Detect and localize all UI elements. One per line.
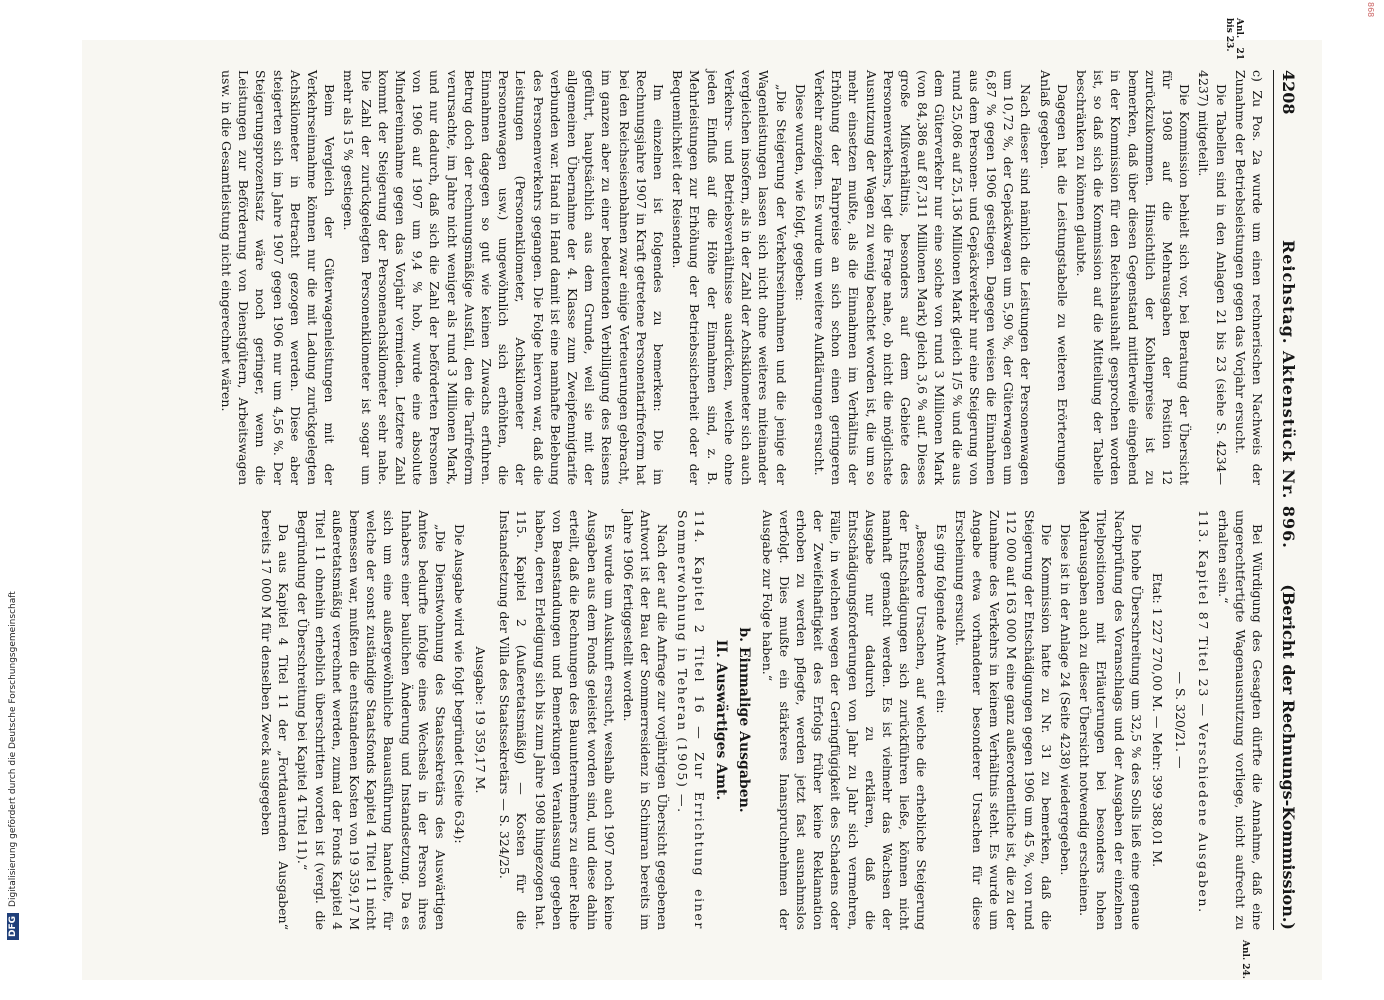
item-113-amount: Etat: 1 227 270,00 M. — Mehr: 399 388,01 M. xyxy=(1149,572,1165,868)
paragraph: Nach dieser sind nämlich die Leistungen der Personenwagen um 10,72 %, der Gepäckwagen um 5,90 %, der Güterwagen um 6,87 % gegen 1906 gestiegen. Dagegen weisen die Einnahmen aus dem Personen- und Gepäckverkehr nur eine Steigerung von rund 25,086 auf 25,136 Millionen Mark gleich 1/5 % und die aus dem Güterverkehr nur eine solche von rund 3 Millionen Mark (von 84,386 auf 87,311 Millionen Mark) gleich 3,6 % auf. Dieses große Mißverhältnis, besonders auf dem Gebiete des Personenverkehrs, legt die Frage nahe, ob nicht die möglichste Ausnutzung der Wagen zu wenig beachtet worden ist, die um so mehr einsetzen mußte, als die Einnahmen im Verhältnis der Erhöhung der Fahrpreise an sich schon einen geringeren Verkehr anzeigten. Es wurde um weitere Aufklärungen ersucht. xyxy=(811,70,1034,485)
paragraph: Es wurde um Auskunft ersucht, weshalb auch 1907 noch keine Ausgaben aus dem Fonds geleistet worden sind, und diese dahin erteilt, daß die Rechnungen des Bauunternehmers zu einer Reihe von Beanstandungen und Bemerkungen Veranlassung gegeben haben, deren Erledigung sich bis zum Jahre 1908 hingezogen hat. xyxy=(533,510,617,930)
dfg-logo: DFG xyxy=(7,913,19,940)
item-115-amount: Ausgabe: 19 359,17 M. xyxy=(473,646,489,794)
paragraph: Die Tabellen sind in den Anlagen 21 bis 23 (siehe S. 4234—4237) mitgeteilt. xyxy=(1196,70,1229,485)
margin-note-annex-21-23: Anl. 21 bis 23. xyxy=(1224,18,1244,60)
credit-text: Digitalisierung gefördert durch die Deutsche Forschungsgemeinschaft xyxy=(8,591,18,907)
item-114-title: 114. Kapitel 2 Titel 16 — Zur Errichtung einer Sommerwohnung in Teheran (1905) —. xyxy=(674,510,707,930)
paragraph: Nach der auf die Anfrage zur vorjährigen Übersicht gegebenen Antwort ist der Bau der Sommerresidenz in Schimran bereits im Jahre 1906 fertiggestellt worden. xyxy=(621,510,671,930)
quote-paragraph: „Besondere Ursachen, auf welche die erhebliche Steigerung der Entschädigungen sich zurückführen ließe, können nicht namhaft gemacht werden. Es ist vielmehr das Wachsen der Ausgabe nur dadurch zu erklären, daß die Entschädigungsforderungen von Jahr zu Jahr sich vermehren, Fälle, in welchen wegen der Geringfügigkeit des Schadens oder der Zweifelhaftigkeit des Erfolgs früher keine Reklamation erhoben zu werden pflegte, werden jetzt fast ausnahmslos verfolgt. Dies mußte ein stärkeres Inanspruchnehmen der Ausgabe zur Folge haben.“ xyxy=(759,510,930,930)
rotated-page-content xyxy=(130,18,1300,979)
paragraph: Die Ausgabe wird wie folgt begründet (Seite 634): xyxy=(452,524,468,844)
paragraph: Im einzelnen ist folgendes zu bemerken: Die im Rechnungsjahre 1907 in Kraft getretene Personentarifreform hat bei den Reichseisenbahnen zwar einige Verteuerungen gebracht, im ganzen aber zu einer bedeutenden Verbilligung des Reisens geführt, hauptsächlich aus dem Grunde, weil sie mit der allgemeinen Übernahme der 4. Klasse zum Zweipfennigtarife verbunden war. Hand in Hand damit ist eine namhafte Belebung des Personenverkehrs gegangen. Die Folge hiervon war, daß die Leistungen (Personenkilometer, Achskilometer der Personenwagen usw.) ungewöhnlich sich erhöhten, die Einnahmen dagegen so gut wie keinen Zuwachs erfuhren. Betrug doch der rechnungsmäßige Ausfall, den die Tarifreform verursachte, im Jahre nicht weniger als rund 3 Millionen Mark, und nur dadurch, daß sich die Zahl der beförderten Personen von 1906 auf 1907 um 9,4 % hob, wurde eine absolute Mindereinnahme gegen das Vorjahr vermieden. Letztere Zahl kommt der Steigerung der Personenachskilometer sehr nahe. Die Zahl der zurückgelegten Personenkilometer ist sogar um mehr als 15 % gestiegen. xyxy=(341,70,667,485)
paragraph: Dagegen hat die Leistungstabelle zu weiteren Erörterungen Anlaß gegeben. xyxy=(1037,70,1070,485)
paragraph: Die hohe Überschreitung um 32,5 % des Solls ließ eine genaue Nachprüfung des Voranschlags und der Ausgaben der einzelnen Titelpositionen mit Erläuterungen bei besonders hohen Mehrausgaben auch zu dieser Übersicht notwendig erscheinen. xyxy=(1077,510,1144,930)
quote-paragraph: „Die Steigerung der Verkehrseinnahmen und die jenige der Wagenleistungen lassen sich nicht ohne weiteres miteinander vergleichen insofern, als in der Zahl der Achskilometer sich auch Verkehrs- und Betriebsverhältnisse ausdrücken, welche ohne jeden Einfluß auf die Höhe der Einnahmen sind, z. B. Mehrleistungen zur Erhöhung der Betriebssicherheit oder der Bequemlichkeit der Reisenden. xyxy=(670,70,789,485)
paragraph: Diese wurden, wie folgt, gegeben: xyxy=(792,84,808,301)
paragraph: Es ging folgende Antwort ein: xyxy=(933,524,949,714)
corner-mark: 868 xyxy=(1366,2,1375,18)
margin-note-annex-24: Anl. 24. xyxy=(1240,940,1250,979)
right-column xyxy=(256,510,1266,930)
page-number: 4208 xyxy=(1279,70,1298,115)
paragraph: Die Kommission hatte zu Nr. 31 zu bemerken, daß die Steigerung der Entschädigungen gegen 1906 um 45 %, von rund 112 000 auf 163 000 M eine ganz außerordentliche ist, die zu der Zunahme des Verkehrs in keinem Verhältnis steht. Es wurde um Angabe etwa vorhandener besonderer Ursachen für diese Erscheinung ersucht. xyxy=(952,510,1054,930)
left-column xyxy=(216,70,1266,485)
paragraph: Da aus Kapitel 4 Titel 11 der „Fortdauernden Ausgaben“ bereits 17 000 M für denselben Zweck ausgegeben xyxy=(259,510,292,930)
item-113-title: 113. Kapitel 87 Titel 23 — Verschiedene Ausgaben. xyxy=(1196,510,1212,914)
paragraph: Beim Vergleich der Güterwagenleistungen mit der Verkehrseinnahme können nur die mit Ladung zurückgelegten Achskilometer in Betracht gezogen werden. Diese aber steigerten sich im Jahre 1907 gegen 1906 nur um 4,56 %. Der Steigerungsprozentsatz wäre noch geringer, wenn die Leistungen zur Beförderung von Dienstgütern, Arbeitswagen usw. in die Gesamtleistung nicht eingerechnet wären. xyxy=(219,70,338,485)
paragraph: c) Zu Pos. 2a wurde um einen rechnerischen Nachweis der Zunahme der Betriebsleistungen gegen das Vorjahr ersucht. xyxy=(1232,70,1265,485)
section-heading-II: II. Auswärtiges Amt. xyxy=(713,639,730,801)
section-heading-b: b. Einmalige Ausgaben. xyxy=(736,627,753,813)
item-115-title: 115. Kapitel 2 (Außeretatsmäßig) — Kosten für die Instandsetzung der Villa des Staatssekretärs — S. 324/25. xyxy=(496,510,529,930)
paragraph: Diese ist in der Anlage 24 (Seite 4238) wiedergegeben. xyxy=(1057,524,1073,876)
paragraph: Bei Würdigung des Gesagten dürfte die Annahme, daß eine ungerechtfertigte Wagenausnutzung vorliege, nicht aufrecht zu erhalten sein.“ xyxy=(1215,510,1265,930)
paragraph: Die Kommission behielt sich vor, bei Beratung der Übersicht für 1908 auf die Mehrausgaben der Position 12 zurückzukommen. Hinsichtlich der Kohlenpreise ist zu bemerken, daß über diesen Gegenstand mittlerweile eingehend in der Kommission für den Reichshaushalt gesprochen worden ist, so daß sich die Kommission auf die Mitteilung der Tabelle beschränken zu können glaubte. xyxy=(1073,70,1193,485)
item-113-reference: — S. 320/21. — xyxy=(1173,671,1189,769)
quote-paragraph: „Die Dienstwohnung des Staatssekretärs des Auswärtigen Amtes bedurfte infolge eines Wechsels in der Person ihres Inhabers einer baulichen Änderung und Instandsetzung. Da es sich um eine außergewöhnliche Bauausführung handelte, für welche der sonst zuständige Staatsfonds Kapitel 4 Titel 11 nicht bemessen war, mußten die entstandenen Kosten von 19 359,17 M außeretatsmäßig verrechnet werden, zumal der Fonds Kapitel 4 Titel 11 ohnehin erheblich überschritten worden ist (vergl. die Begründung der Überschreitung bei Kapitel 4 Titel 11).“ xyxy=(295,510,449,930)
digitization-credit xyxy=(6,20,20,940)
page-title: Reichstag. Aktenstück Nr. 896. xyxy=(1279,240,1298,549)
page-header xyxy=(1273,70,1300,930)
section-title: (Bericht der Rechnungs-Kommission.) xyxy=(1279,584,1298,930)
